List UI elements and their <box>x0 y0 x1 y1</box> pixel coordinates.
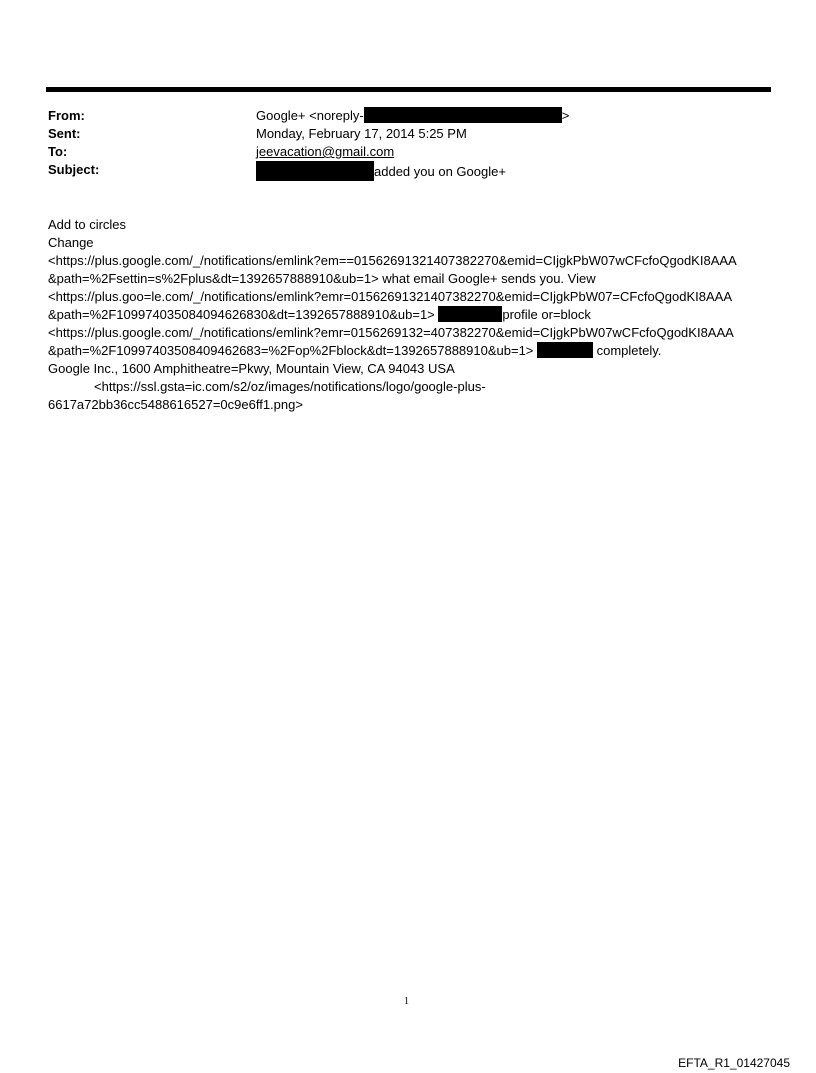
redaction-box <box>364 107 532 123</box>
redaction-box <box>256 161 374 181</box>
sent-value: Monday, February 17, 2014 5:25 PM <box>256 126 467 141</box>
body-line: &path=%2Fsettin=s%2Fplus&dt=1392657888910&ub=1> what email Google+ sends you. View <box>48 271 596 286</box>
body-line: 6617a72bb36cc5488616527=0c9e6ff1.png> <box>48 397 303 412</box>
redaction-box <box>438 306 502 322</box>
from-label: From: <box>48 108 85 123</box>
body-line: <https://plus.google.com/_/notifications/emlink?emr=0156269132=407382270&emid=CIjgkPbW07wCFcfoQgodKI8AAA <box>48 325 734 340</box>
document-id: EFTA_R1_01427045 <box>678 1056 790 1070</box>
body-text: &path=%2F109974035084094626830&dt=1392657888910&ub=1> <box>48 307 439 322</box>
body-text: completely. <box>593 343 662 358</box>
redaction-box <box>532 107 562 123</box>
subject-label: Subject: <box>48 162 100 177</box>
redaction-box <box>537 342 593 358</box>
from-value-end: > <box>561 108 570 123</box>
body-line: <https://plus.google.com/_/notifications/emlink?em==01562691321407382270&emid=CIjgkPbW07wCFcfoQgodKI8AAA <box>48 253 737 268</box>
page-number: 1 <box>404 996 409 1007</box>
subject-text: added you on Google+ <box>374 164 506 179</box>
body-line <box>48 342 788 360</box>
header-rule <box>46 87 771 92</box>
body-line: <https://plus.goo=le.com/_/notifications/emlink?emr=01562691321407382270&emid=CIjgkPbW07=CFcfoQgodKI8AAA <box>48 289 733 304</box>
body-line: Change <box>48 235 94 250</box>
to-label: To: <box>48 144 68 159</box>
body-line: Add to circles <box>48 217 127 232</box>
body-text: profile or=block <box>502 307 591 322</box>
from-value-text: Google+ <noreply- <box>256 108 364 123</box>
to-value[interactable]: jeevacation@gmail.com <box>256 144 395 159</box>
body-line: Google Inc., 1600 Amphitheatre=Pkwy, Mountain View, CA 94043 USA <box>48 361 455 376</box>
subject-value <box>256 161 506 181</box>
email-body <box>48 216 788 414</box>
from-value <box>256 107 569 125</box>
body-line <box>48 306 788 324</box>
body-text: &path=%2F10997403508409462683=%2Fop%2Fblock&dt=1392657888910&ub=1> <box>48 343 538 358</box>
sent-label: Sent: <box>48 126 81 141</box>
body-line: <https://ssl.gsta=ic.com/s2/oz/images/notifications/logo/google-plus- <box>94 379 486 394</box>
